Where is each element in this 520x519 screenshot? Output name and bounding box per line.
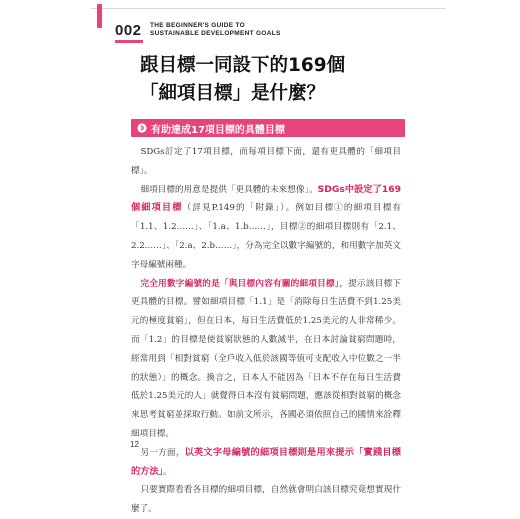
body-text-segment: 只要實際看看各目標的細項目標，自然就會明白該目標究竟想實現什麼了。 [131, 485, 401, 515]
chapter-number-text: 002 [115, 22, 142, 39]
highlighted-text: 完全用數字編號的是「與目標內容有關的細項目標」 [140, 278, 340, 289]
body-paragraph [131, 143, 401, 181]
section-heading [131, 119, 405, 137]
chevron-right-circle-icon [137, 123, 147, 133]
chapter-number-underline [115, 40, 143, 43]
body-paragraph [131, 481, 401, 519]
body-text-segment: ，提示該目標下更具體的目標。譬如細項目標「1.1」是「消除每日生活費不到1.25美元的極度貧窮」，但在日本，每日生活費低於1.25美元的人非常稀少。而「1.2」的目標是使貧窮狀態的人數減半，在日本討論貧窮問題時，經常用到「相對貧窮（全戶收入低於該國等值可支配收入中位數之一半的狀態）」的概念。換言之，日本人不能因為「日本不存在每日生活費低於1.25美元的人」就覺得日本沒有貧窮問題，應該從相對貧窮的概念來思考貧窮並採取行動。如前文所示，各國必須依照自己的國情來詮釋細項目標。 [131, 278, 401, 439]
body-text [131, 143, 401, 519]
body-text-segment: 細項目標的用意是提供「更具體的未來想像」。 [140, 184, 318, 195]
page-title-line1: 跟目標一同設下的169個 [140, 55, 346, 76]
section-heading-label: 有助達成17項目標的具體目標 [151, 125, 285, 136]
body-paragraph [131, 444, 401, 482]
series-title-line1: THE BEGINNER'S GUIDE TO [150, 22, 246, 29]
page-title-line2: 「細項目標」是什麼？ [140, 83, 326, 104]
chapter-number [115, 22, 143, 43]
body-paragraph [131, 275, 401, 444]
chapter-accent-bar [97, 4, 102, 28]
body-text-segment: （詳見P.149的「附錄」）。例如目標①的細項目標有「1.1、1.2……」、「1.a、1.b……」，目標②的細項目標則有「2.1、2.2……」、「2.a、2.b……」，分為完全以數字編號的，和用數字加英文字母編號兩種。 [131, 203, 402, 270]
highlighted-text: 以英文字母編號的細項目標則是用來提示「實踐目標的方法」 [131, 446, 401, 477]
page-number: 12 [130, 440, 139, 449]
series-title [150, 22, 281, 38]
body-text-segment: SDGs訂定了17項目標，而每項目標下面，還有更具體的「細項目標」。 [131, 147, 401, 176]
highlighted-text: SDGs中設定了169個細項目標 [131, 183, 402, 214]
series-title-line2: SUSTAINABLE DEVELOPMENT GOALS [150, 30, 281, 37]
page-title [140, 52, 345, 108]
body-text-segment: 。 [163, 466, 172, 477]
body-text-segment: 另一方面， [140, 447, 185, 458]
body-paragraph [131, 181, 401, 275]
